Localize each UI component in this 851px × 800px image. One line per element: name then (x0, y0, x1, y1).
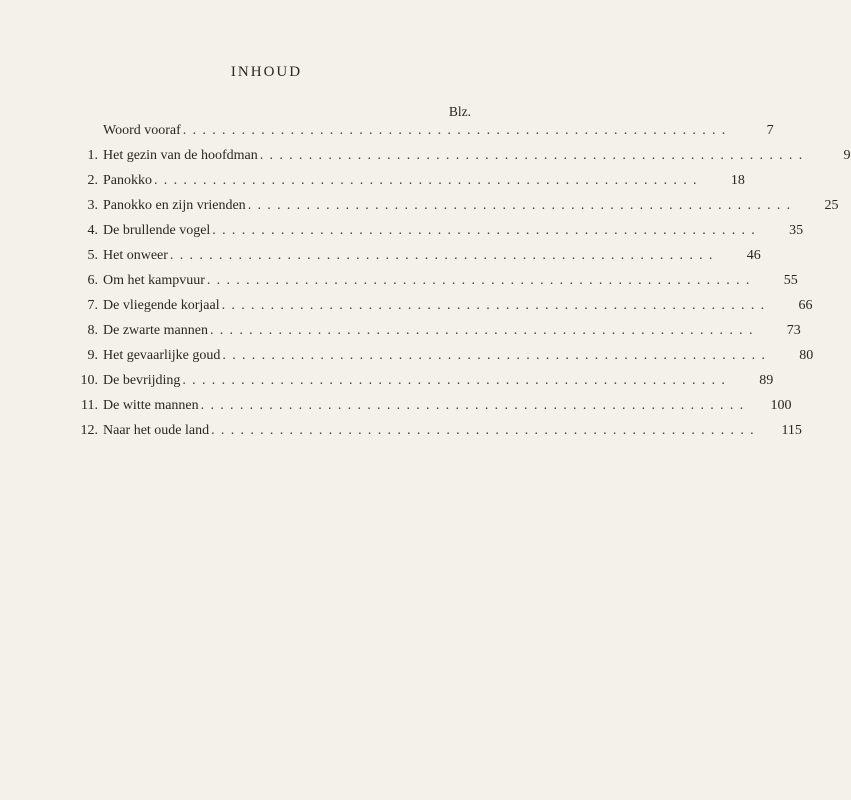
leader-dots: ........................................................ (154, 173, 703, 188)
leader-dots: ........................................................ (200, 398, 750, 413)
toc-entry (60, 323, 801, 348)
toc-entry (60, 223, 804, 248)
toc-entry-page: 18 (730, 173, 745, 188)
leader-dots: ........................................................ (222, 348, 772, 363)
leader-dots: ........................................................ (212, 223, 762, 238)
toc-entry-page: 55 (783, 273, 798, 288)
toc-entry-title: De zwarte mannen (103, 323, 208, 338)
leader-dots: ........................................................ (259, 148, 809, 163)
toc-entry-title: De witte mannen (103, 398, 199, 413)
toc-entry-number: 7. (87, 298, 98, 313)
table-of-contents (60, 123, 851, 448)
toc-entry-title: De brullende vogel (103, 223, 211, 238)
toc-entry-title: De bevrijding (103, 373, 181, 388)
toc-entry (60, 348, 814, 373)
toc-entry (60, 173, 745, 198)
toc-entry-number: 2. (87, 173, 98, 188)
toc-entry-title: Het gezin van de hoofdman (103, 148, 258, 163)
toc-entry-page: 80 (799, 348, 814, 363)
toc-entry-title: Het gevaarlijke goud (103, 348, 221, 363)
toc-entry-number: 6. (87, 273, 98, 288)
toc-entry-page: 9 (843, 148, 851, 163)
toc-entry-page: 73 (786, 323, 801, 338)
toc-entry (60, 373, 774, 398)
leader-dots: ........................................................ (206, 273, 756, 288)
toc-entry-number: 8. (87, 323, 98, 338)
toc-entry-number: 4. (87, 223, 98, 238)
toc-entry-title: Panokko (103, 173, 152, 188)
toc-entry (60, 248, 761, 273)
toc-entry (60, 123, 774, 148)
toc-entry-page: 35 (789, 223, 804, 238)
toc-entry-number: 10. (80, 373, 98, 388)
toc-entry (60, 298, 813, 323)
toc-entry (60, 398, 792, 423)
leader-dots: ........................................................ (247, 198, 797, 213)
toc-entry-page: 46 (746, 248, 761, 263)
leader-dots: ........................................................ (209, 323, 759, 338)
toc-entry-page: 100 (770, 398, 792, 413)
toc-entry-page: 7 (766, 123, 774, 138)
toc-entry-page: 89 (759, 373, 774, 388)
toc-entry-title: Panokko en zijn vrienden (103, 198, 246, 213)
toc-entry (60, 273, 798, 298)
toc-entry-title: Het onweer (103, 248, 168, 263)
leader-dots: ........................................................ (182, 123, 732, 138)
page-column-header: Blz. (448, 104, 471, 119)
toc-entry-number: 1. (87, 148, 98, 163)
page-title: INHOUD (230, 64, 303, 80)
toc-entry-number: 11. (81, 398, 98, 413)
toc-entry-title: Woord vooraf (103, 123, 181, 138)
toc-entry-title: Om het kampvuur (103, 273, 205, 288)
toc-entry-title: De vliegende korjaal (103, 298, 220, 313)
toc-entry-page: 66 (798, 298, 813, 313)
leader-dots: ........................................................ (182, 373, 732, 388)
toc-entry-page: 115 (781, 423, 802, 438)
toc-entry-number: 3. (87, 198, 98, 213)
leader-dots: ........................................................ (169, 248, 719, 263)
leader-dots: ........................................................ (211, 423, 760, 438)
toc-entry (60, 148, 851, 173)
toc-entry-title: Naar het oude land (103, 423, 210, 438)
leader-dots: ........................................................ (221, 298, 771, 313)
toc-entry-number: 12. (80, 423, 98, 438)
toc-entry (60, 423, 802, 448)
toc-entry-number: 9. (87, 348, 98, 363)
toc-entry-number: 5. (87, 248, 98, 263)
toc-entry (60, 198, 839, 223)
toc-entry-page: 25 (824, 198, 839, 213)
